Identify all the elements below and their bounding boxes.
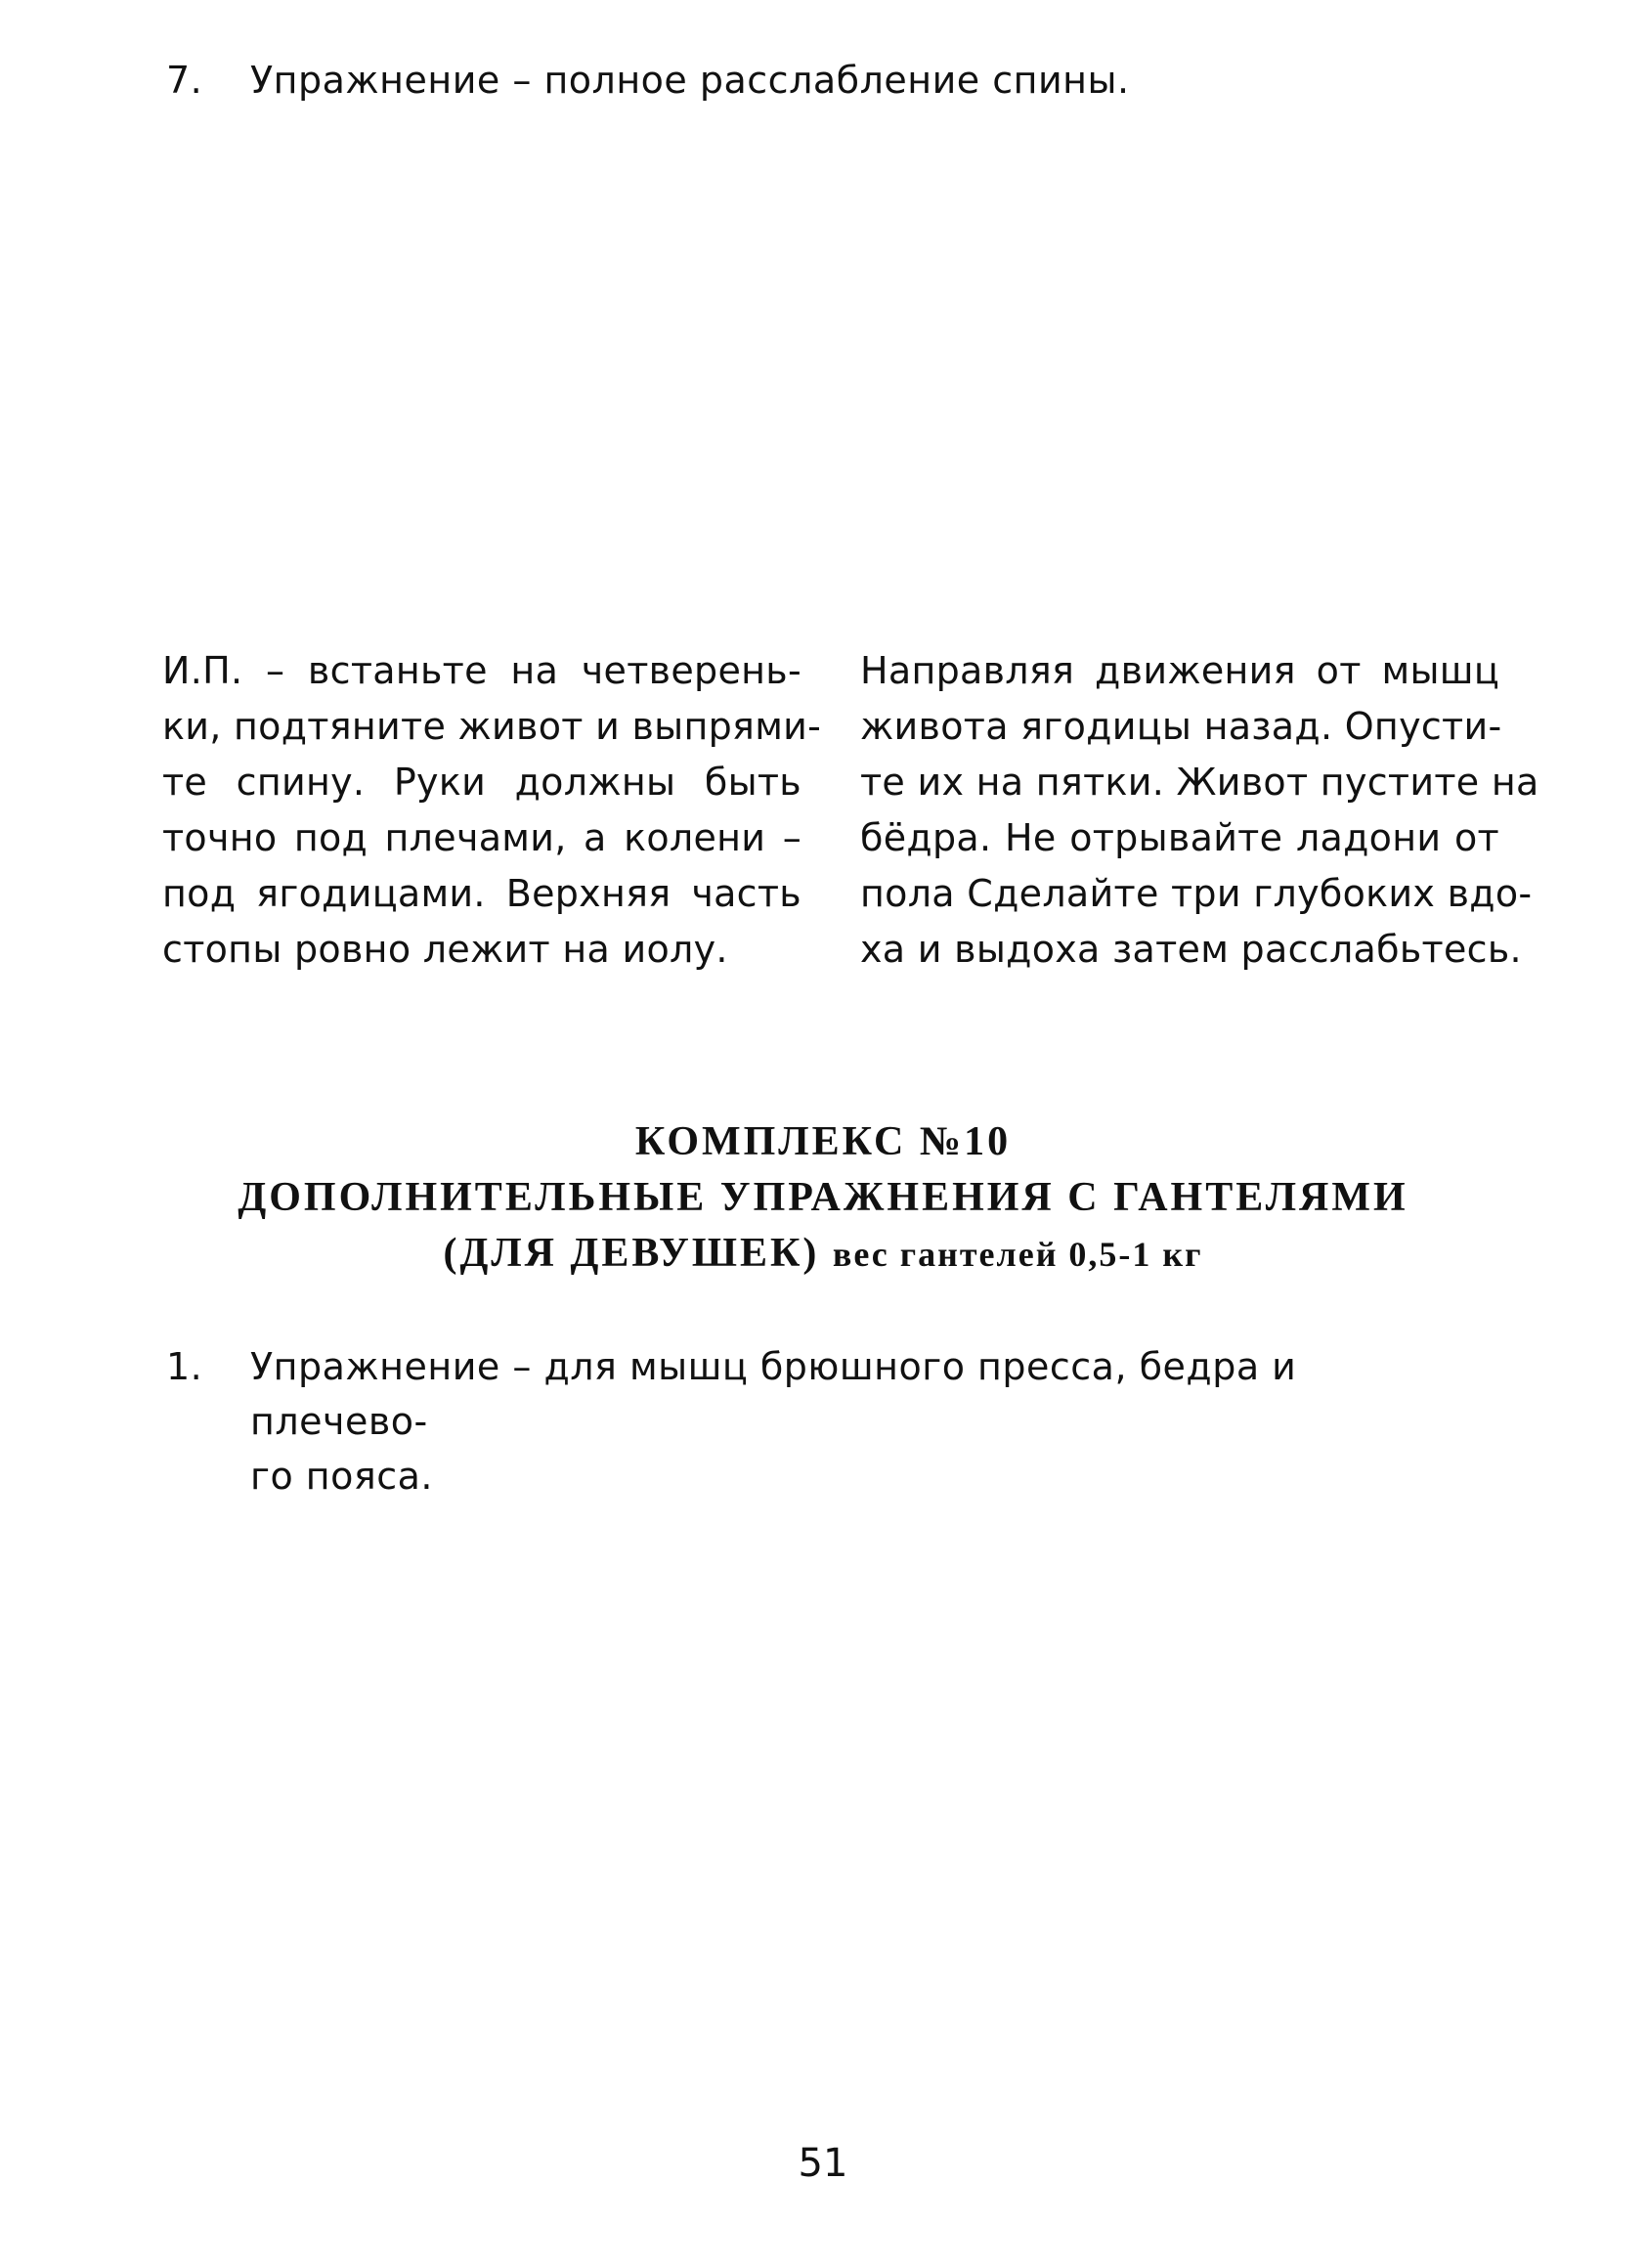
exercise-1-text-line: Упражнение – для мышц брюшного пресса, бедра и плечево- <box>250 1345 1297 1443</box>
description-left-column <box>162 643 822 978</box>
page-number: 51 <box>798 2141 848 2186</box>
exercise-7-text: Упражнение – полное расслабление спины. <box>250 59 1130 102</box>
right-column-line: Направляя движения от мышц <box>860 649 1499 692</box>
right-column-line: живота ягодицы назад. Опусти- <box>860 705 1502 748</box>
exercise-7-number: 7. <box>166 59 203 102</box>
complex-subtitle: ДОПОЛНИТЕЛЬНЫЕ УПРАЖНЕНИЯ С ГАНТЕЛЯМИ <box>238 1175 1408 1220</box>
exercise-1-text <box>166 1339 1486 1504</box>
exercise-7-description <box>162 643 1539 976</box>
left-column-line: точно под плечами, а колени – <box>162 816 801 859</box>
description-right-column <box>860 643 1539 978</box>
complex-note <box>0 1226 1646 1283</box>
right-column-line: пола Сделайте три глубоких вдо- <box>860 872 1533 915</box>
exercise-7-item <box>166 53 1486 108</box>
left-column-line: под ягодицами. Верхняя часть <box>162 872 801 915</box>
left-column-line: те спину. Руки должны быть <box>162 761 801 804</box>
left-column-line: стопы ровно лежит на иолу. <box>162 928 728 971</box>
left-column-line: И.П. – встаньте на четверень- <box>162 649 801 692</box>
right-column-line: те их на пятки. Живот пустите на <box>860 761 1539 804</box>
right-column-line: ха и выдоха затем расслабьтесь. <box>860 928 1522 971</box>
complex-note-weight: вес гантелей 0,5-1 кг <box>832 1235 1203 1274</box>
left-column-line: ки, подтяните живот и выпрями- <box>162 705 822 748</box>
complex-title: КОМПЛЕКС №10 <box>634 1119 1012 1164</box>
right-column-line: бёдра. Не отрывайте ладони от <box>860 816 1499 859</box>
exercise-1-text-line: го пояса. <box>250 1455 434 1498</box>
exercise-1-number: 1. <box>166 1345 203 1388</box>
exercise-1-item <box>166 1339 1486 1504</box>
complex-note-audience: (ДЛЯ ДЕВУШЕК) <box>443 1231 820 1276</box>
